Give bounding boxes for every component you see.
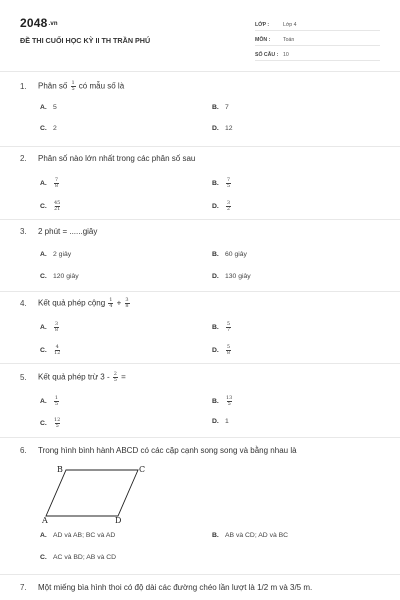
fraction-numerator: 1 [71,80,75,86]
header-divider [0,71,400,72]
option-text [53,125,57,132]
fraction [226,396,232,407]
fraction-numerator: 7 [226,177,231,183]
meta-row-count [255,46,380,61]
meta-key: MÔN : [255,37,271,43]
option-label: A. [40,532,47,539]
option-text [225,418,229,425]
option-label: D. [212,273,219,280]
answer-option-b[interactable] [212,104,229,111]
question-text [20,81,380,92]
text-segment: 2 [53,125,57,132]
answer-option-b[interactable] [212,396,233,407]
question-prompt [38,154,195,163]
vertex-label-b: B [57,465,63,474]
fraction [71,81,76,92]
answer-option-b[interactable] [212,532,288,539]
option-label: B. [212,532,219,539]
option-label: A. [40,180,47,187]
answer-option-a[interactable] [40,396,60,407]
option-label: B. [212,251,219,258]
question-number: 7. [20,583,27,592]
question-prompt [38,583,312,592]
fraction [226,178,231,189]
option-label: B. [212,180,219,187]
option-label: C. [40,203,47,210]
option-text [53,104,57,111]
option-text [225,273,251,280]
answer-option-b[interactable] [212,178,232,189]
meta-row-class [255,16,380,31]
parallelogram-shape [46,470,138,516]
option-text [53,201,61,212]
answer-option-d[interactable] [212,345,232,356]
option-text [53,345,61,356]
logo-tld-text: .vn [48,20,58,27]
option-text [53,251,71,258]
fraction [226,345,231,356]
question-number: 3. [20,227,27,236]
fraction [54,418,60,429]
answer-option-c[interactable] [40,273,79,280]
question-number: 6. [20,446,27,455]
question-3 [20,227,380,280]
answer-option-c[interactable] [40,554,116,561]
question-text [20,298,380,309]
answer-option-d[interactable] [212,125,233,132]
text-segment: Một miếng bìa hình thoi có độ dài các đường chéo lần lượt là 1/2 m và 3/5 m. [38,583,313,592]
fraction-numerator: 3 [226,200,231,206]
text-segment: có mẫu số là [76,81,125,91]
text-segment: Kết quả phép cộng [38,298,108,308]
text-segment: Phân số nào lớn nhất trong các phân số sau [38,154,196,163]
question-7 [20,583,380,592]
text-segment: 2 giây [53,251,72,258]
fraction-denominator: 12 [54,350,61,356]
option-label: B. [212,324,219,331]
option-label: D. [212,418,219,425]
fraction-denominator: 5 [55,423,59,429]
vertex-label-c: C [139,465,146,474]
answer-option-d[interactable] [212,273,251,280]
option-text [225,125,233,132]
text-segment: 60 giây [225,251,247,258]
option-label: D. [212,203,219,210]
option-label: D. [212,125,219,132]
answer-option-b[interactable] [212,251,247,258]
option-text [225,532,288,539]
text-segment: Kết quả phép trừ 3 - [38,372,112,382]
text-segment: Trong hình bình hành ABCD có các cặp cạnh song song và bằng nhau là [38,446,297,455]
fraction-numerator: 7 [54,177,59,183]
question-1 [20,80,380,132]
option-label: C. [40,273,47,280]
question-prompt [38,372,126,383]
text-segment: 5 [53,104,57,111]
answer-option-c[interactable] [40,125,57,132]
meta-key: SỐ CÂU : [255,52,279,58]
text-segment: 2 phút = ......giây [38,227,98,236]
meta-value: Toán [283,37,295,43]
question-divider [0,363,400,364]
exam-meta [255,16,380,61]
text-segment: AD và AB; BC và AD [53,532,116,539]
text-segment: 7 [225,104,229,111]
exam-header [0,0,400,72]
text-segment: 1 [225,418,229,425]
option-label: C. [40,554,47,561]
exam-title: ĐỀ THI CUỐI HỌC KỲ II TH TRẦN PHÚ [20,36,151,45]
text-segment: 12 [225,125,233,132]
question-text [20,154,380,163]
option-text [53,322,60,333]
meta-value: 10 [283,52,289,58]
fraction [125,298,130,309]
answer-option-c[interactable] [40,201,61,212]
answer-option-b[interactable] [212,322,232,333]
option-text [53,178,60,189]
parallelogram-figure [36,464,156,524]
fraction [54,178,59,189]
fraction-numerator: 45 [54,200,61,206]
question-divider [0,146,400,147]
question-divider [0,291,400,292]
fraction-numerator: 2 [113,371,117,377]
fraction [113,372,118,383]
fraction-denominator: 5 [54,401,59,407]
fraction [226,322,231,333]
option-label: A. [40,251,47,258]
fraction-denominator: 5 [113,377,117,383]
fraction [54,322,59,333]
option-text [225,251,247,258]
option-text [225,396,233,407]
fraction-numerator: 1 [109,297,113,303]
option-text [225,345,232,356]
text-segment: + [114,298,124,308]
fraction [54,201,60,212]
fraction [226,201,231,212]
answer-option-a[interactable] [40,532,115,539]
question-4 [20,297,380,356]
fraction-denominator: 8 [226,350,231,356]
option-text [53,396,60,407]
fraction-denominator: 8 [54,327,59,333]
question-prompt [38,227,97,236]
question-6 [20,446,380,561]
option-label: B. [212,398,219,405]
answer-option-d[interactable] [212,201,232,212]
text-segment: 130 giây [225,273,251,280]
fraction-denominator: 2 [226,206,231,212]
fraction-numerator: 3 [125,297,129,303]
question-divider [0,219,400,220]
fraction-denominator: 5 [227,401,231,407]
option-label: C. [40,125,47,132]
fraction-numerator: 5 [226,344,231,350]
question-text [20,372,380,383]
question-number: 1. [20,82,27,91]
question-text [20,446,380,455]
text-segment: 120 giây [53,273,79,280]
fraction-numerator: 1 [54,395,59,401]
answer-option-a[interactable] [40,251,71,258]
question-divider [0,437,400,438]
fraction [54,396,59,407]
fraction-numerator: 13 [226,395,233,401]
fraction-denominator: 8 [54,183,59,189]
option-text [53,554,116,561]
fraction-numerator: 12 [54,417,61,423]
fraction-numerator: 5 [226,321,231,327]
option-text [225,104,229,111]
fraction [108,298,113,309]
answer-option-c[interactable] [40,345,61,356]
fraction-denominator: 4 [109,303,113,309]
question-text [20,583,380,592]
question-prompt [38,446,297,455]
option-label: B. [212,104,219,111]
fraction-denominator: 7 [226,327,231,333]
vertex-label-d: D [115,516,122,524]
question-prompt [38,81,124,92]
fraction-denominator: 5 [71,86,75,92]
answer-option-a[interactable] [40,322,60,333]
question-text [20,227,380,236]
question-prompt [38,298,131,309]
answer-option-c[interactable] [40,418,61,429]
fraction [54,345,60,356]
question-number: 5. [20,373,27,382]
meta-key: LỚP : [255,22,270,28]
text-segment: = [118,372,126,382]
fraction-denominator: 21 [54,206,61,212]
option-text [53,532,115,539]
text-segment: AB và CD; AD và BC [225,532,289,539]
option-label: D. [212,347,219,354]
fraction-numerator: 4 [55,344,59,350]
option-text [225,178,232,189]
option-text [53,273,79,280]
option-label: A. [40,398,47,405]
option-text [53,418,61,429]
text-segment: AC và BD; AB và CD [53,554,117,561]
fraction-numerator: 3 [54,321,59,327]
question-2 [20,154,380,212]
question-number: 4. [20,299,27,308]
option-label: A. [40,324,47,331]
question-number: 2. [20,154,27,163]
meta-row-subject [255,31,380,46]
option-label: A. [40,104,47,111]
answer-option-a[interactable] [40,104,57,111]
meta-value: Lớp 4 [283,22,297,28]
option-text [225,201,232,212]
fraction-denominator: 5 [226,183,231,189]
answer-option-a[interactable] [40,178,60,189]
answer-option-d[interactable] [212,418,229,425]
option-text [225,322,232,333]
fraction-denominator: 8 [125,303,129,309]
vertex-label-a: A [42,516,48,524]
text-segment: Phân số [38,81,70,91]
option-label: C. [40,420,47,427]
option-label: C. [40,347,47,354]
question-5 [20,371,380,429]
logo-main-text: 2048 [20,16,48,30]
question-divider [0,574,400,575]
